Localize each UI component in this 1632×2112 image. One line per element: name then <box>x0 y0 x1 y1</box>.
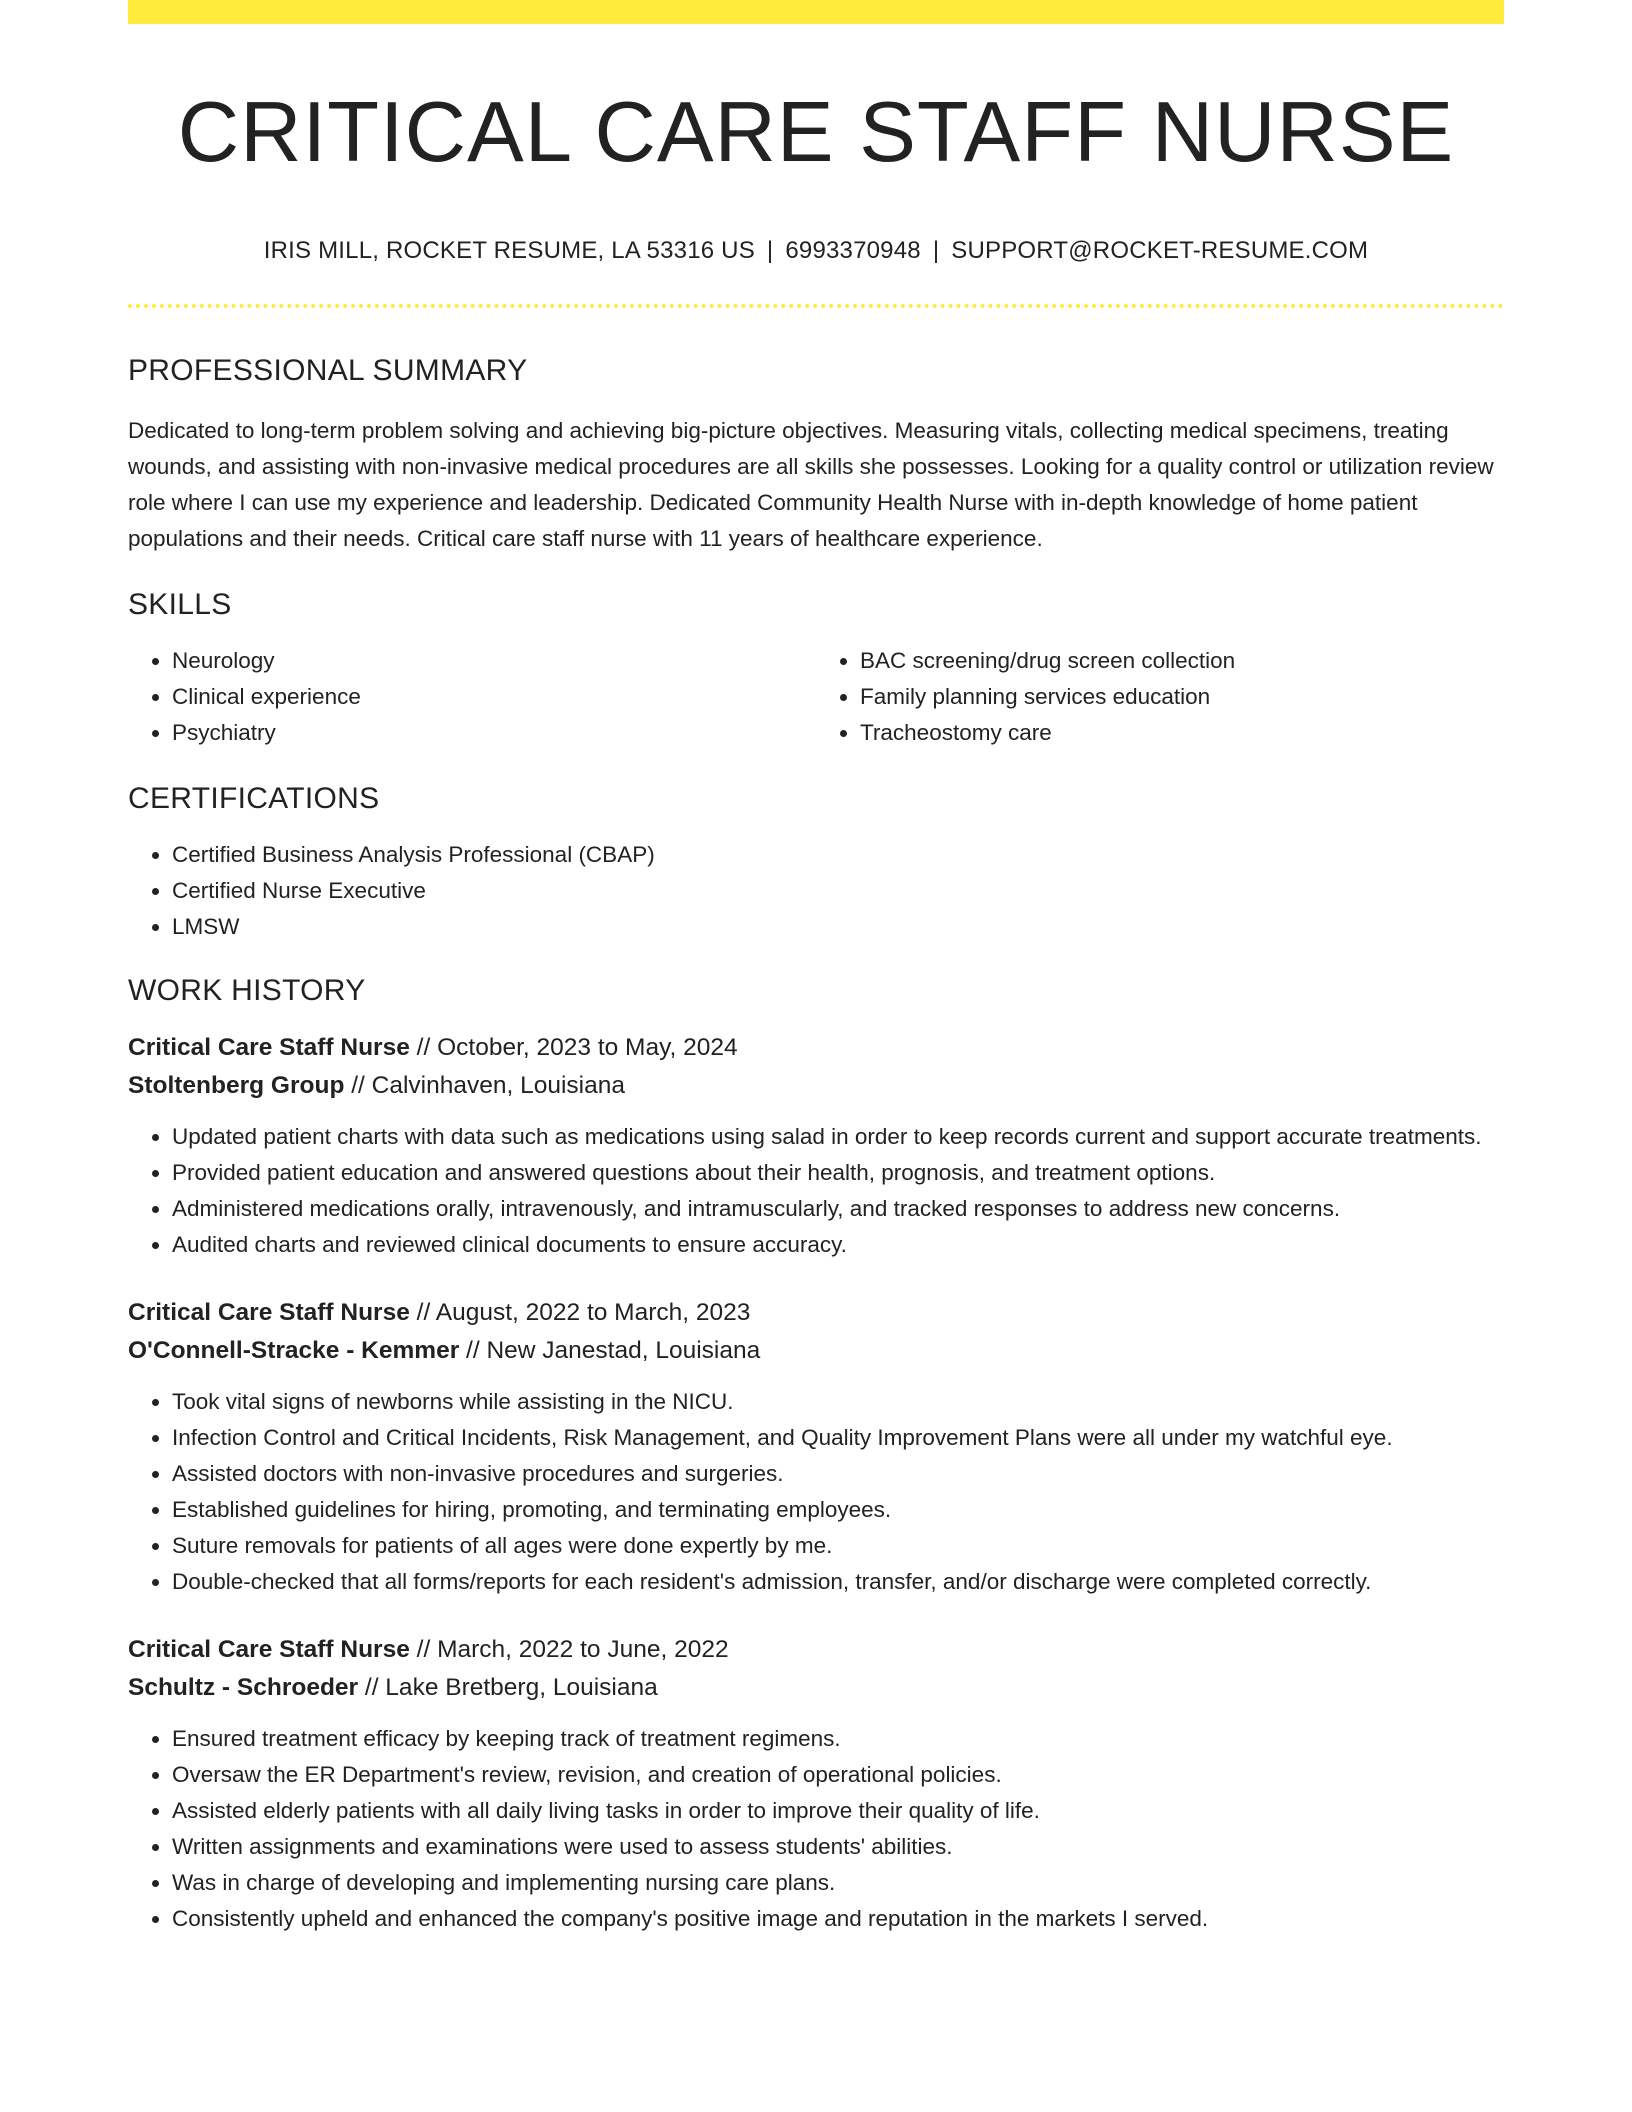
contact-separator: | <box>932 236 940 264</box>
contact-phone[interactable]: 6993370948 <box>785 236 921 264</box>
skill-item: • Psychiatry <box>172 715 816 751</box>
job-bullet: • Double-checked that all forms/reports for each resident's admission, transfer, and/or discharge were completed correctly. <box>172 1564 1504 1600</box>
skill-item: • Neurology <box>172 643 816 679</box>
section-title-skills: SKILLS <box>128 587 232 621</box>
job-company-line <box>128 1669 1504 1707</box>
job-dates: // October, 2023 to May, 2024 <box>416 1033 738 1061</box>
skill-item: • Family planning services education <box>860 679 1504 715</box>
job-bullet: • Administered medications orally, intravenously, and intramuscularly, and tracked responses to address new concerns. <box>172 1191 1504 1227</box>
job-bullet: • Established guidelines for hiring, promoting, and terminating employees. <box>172 1492 1504 1528</box>
job-bullet: • Oversaw the ER Department's review, revision, and creation of operational policies. <box>172 1757 1504 1793</box>
section-title-summary: PROFESSIONAL SUMMARY <box>128 353 528 387</box>
job-role-line <box>128 1631 1504 1669</box>
certification-item: • LMSW <box>172 909 1504 945</box>
contact-address: IRIS MILL, ROCKET RESUME, LA 53316 US <box>263 236 755 264</box>
top-accent-bar <box>128 0 1504 24</box>
resume-title: CRITICAL CARE STAFF NURSE <box>177 85 1455 180</box>
job-role: Critical Care Staff Nurse <box>128 1298 410 1326</box>
job-bullet: • Suture removals for patients of all ages were done expertly by me. <box>172 1528 1504 1564</box>
skills-grid <box>128 643 1504 751</box>
contact-line <box>128 236 1504 266</box>
contact-email[interactable]: SUPPORT@ROCKET-RESUME.COM <box>951 236 1369 264</box>
skills-section <box>128 587 1504 751</box>
skill-item: • Clinical experience <box>172 679 816 715</box>
contact-separator: | <box>766 236 774 264</box>
job-entry <box>128 1294 1504 1600</box>
job-role: Critical Care Staff Nurse <box>128 1033 410 1061</box>
section-title-work-history: WORK HISTORY <box>128 973 366 1007</box>
dotted-divider <box>128 304 1504 308</box>
job-role: Critical Care Staff Nurse <box>128 1635 410 1663</box>
job-location: // Lake Bretberg, Louisiana <box>364 1673 658 1701</box>
job-bullet: • Was in charge of developing and implementing nursing care plans. <box>172 1865 1504 1901</box>
resume-page <box>128 0 1504 1937</box>
job-company-line <box>128 1067 1504 1105</box>
job-bullets <box>128 1119 1504 1263</box>
job-entry <box>128 1631 1504 1937</box>
section-title-certifications: CERTIFICATIONS <box>128 781 380 815</box>
job-entry <box>128 1029 1504 1263</box>
job-bullets <box>128 1384 1504 1600</box>
job-company: Schultz - Schroeder <box>128 1673 359 1701</box>
job-bullet: • Ensured treatment efficacy by keeping track of treatment regimens. <box>172 1721 1504 1757</box>
job-location: // Calvinhaven, Louisiana <box>351 1071 625 1099</box>
job-company: Stoltenberg Group <box>128 1071 345 1099</box>
job-company-line <box>128 1332 1504 1370</box>
job-dates: // August, 2022 to March, 2023 <box>416 1298 751 1326</box>
certifications-section <box>128 781 1504 945</box>
summary-section <box>128 353 1504 557</box>
certifications-list <box>128 837 1504 945</box>
job-bullet: • Assisted elderly patients with all daily living tasks in order to improve their quality of life. <box>172 1793 1504 1829</box>
skill-item: • Tracheostomy care <box>860 715 1504 751</box>
job-bullet: • Updated patient charts with data such as medications using salad in order to keep records current and support accurate treatments. <box>172 1119 1504 1155</box>
job-bullet: • Provided patient education and answered questions about their health, prognosis, and treatment options. <box>172 1155 1504 1191</box>
job-bullet: • Written assignments and examinations were used to assess students' abilities. <box>172 1829 1504 1865</box>
work-history-section <box>128 973 1504 1937</box>
job-location: // New Janestad, Louisiana <box>466 1336 761 1364</box>
job-role-line <box>128 1029 1504 1067</box>
summary-text: Dedicated to long-term problem solving and achieving big-picture objectives. Measuring vitals, collecting medical specimens, treating wounds, and assisting with non-invasive medical procedures are all skills she possesses. Looking for a quality control or utilization review role where I can use my experience and leadership. Dedicated Community Health Nurse with in-depth knowledge of home patient populations and their needs. Critical care staff nurse with 11 years of healthcare experience. <box>128 417 1494 551</box>
job-bullet: • Audited charts and reviewed clinical documents to ensure accuracy. <box>172 1227 1504 1263</box>
skill-item: • BAC screening/drug screen collection <box>860 643 1504 679</box>
job-bullet: • Took vital signs of newborns while assisting in the NICU. <box>172 1384 1504 1420</box>
job-bullets <box>128 1721 1504 1937</box>
job-bullet: • Infection Control and Critical Incidents, Risk Management, and Quality Improvement Plans were all under my watchful eye. <box>172 1420 1504 1456</box>
skills-list-right <box>816 643 1504 751</box>
skills-list-left <box>128 643 816 751</box>
certification-item: • Certified Nurse Executive <box>172 873 1504 909</box>
job-bullet: • Assisted doctors with non-invasive procedures and surgeries. <box>172 1456 1504 1492</box>
certification-item: • Certified Business Analysis Professional (CBAP) <box>172 837 1504 873</box>
job-company: O'Connell-Stracke - Kemmer <box>128 1336 460 1364</box>
job-dates: // March, 2022 to June, 2022 <box>416 1635 729 1663</box>
job-bullet: • Consistently upheld and enhanced the company's positive image and reputation in the markets I served. <box>172 1901 1504 1937</box>
job-role-line <box>128 1294 1504 1332</box>
